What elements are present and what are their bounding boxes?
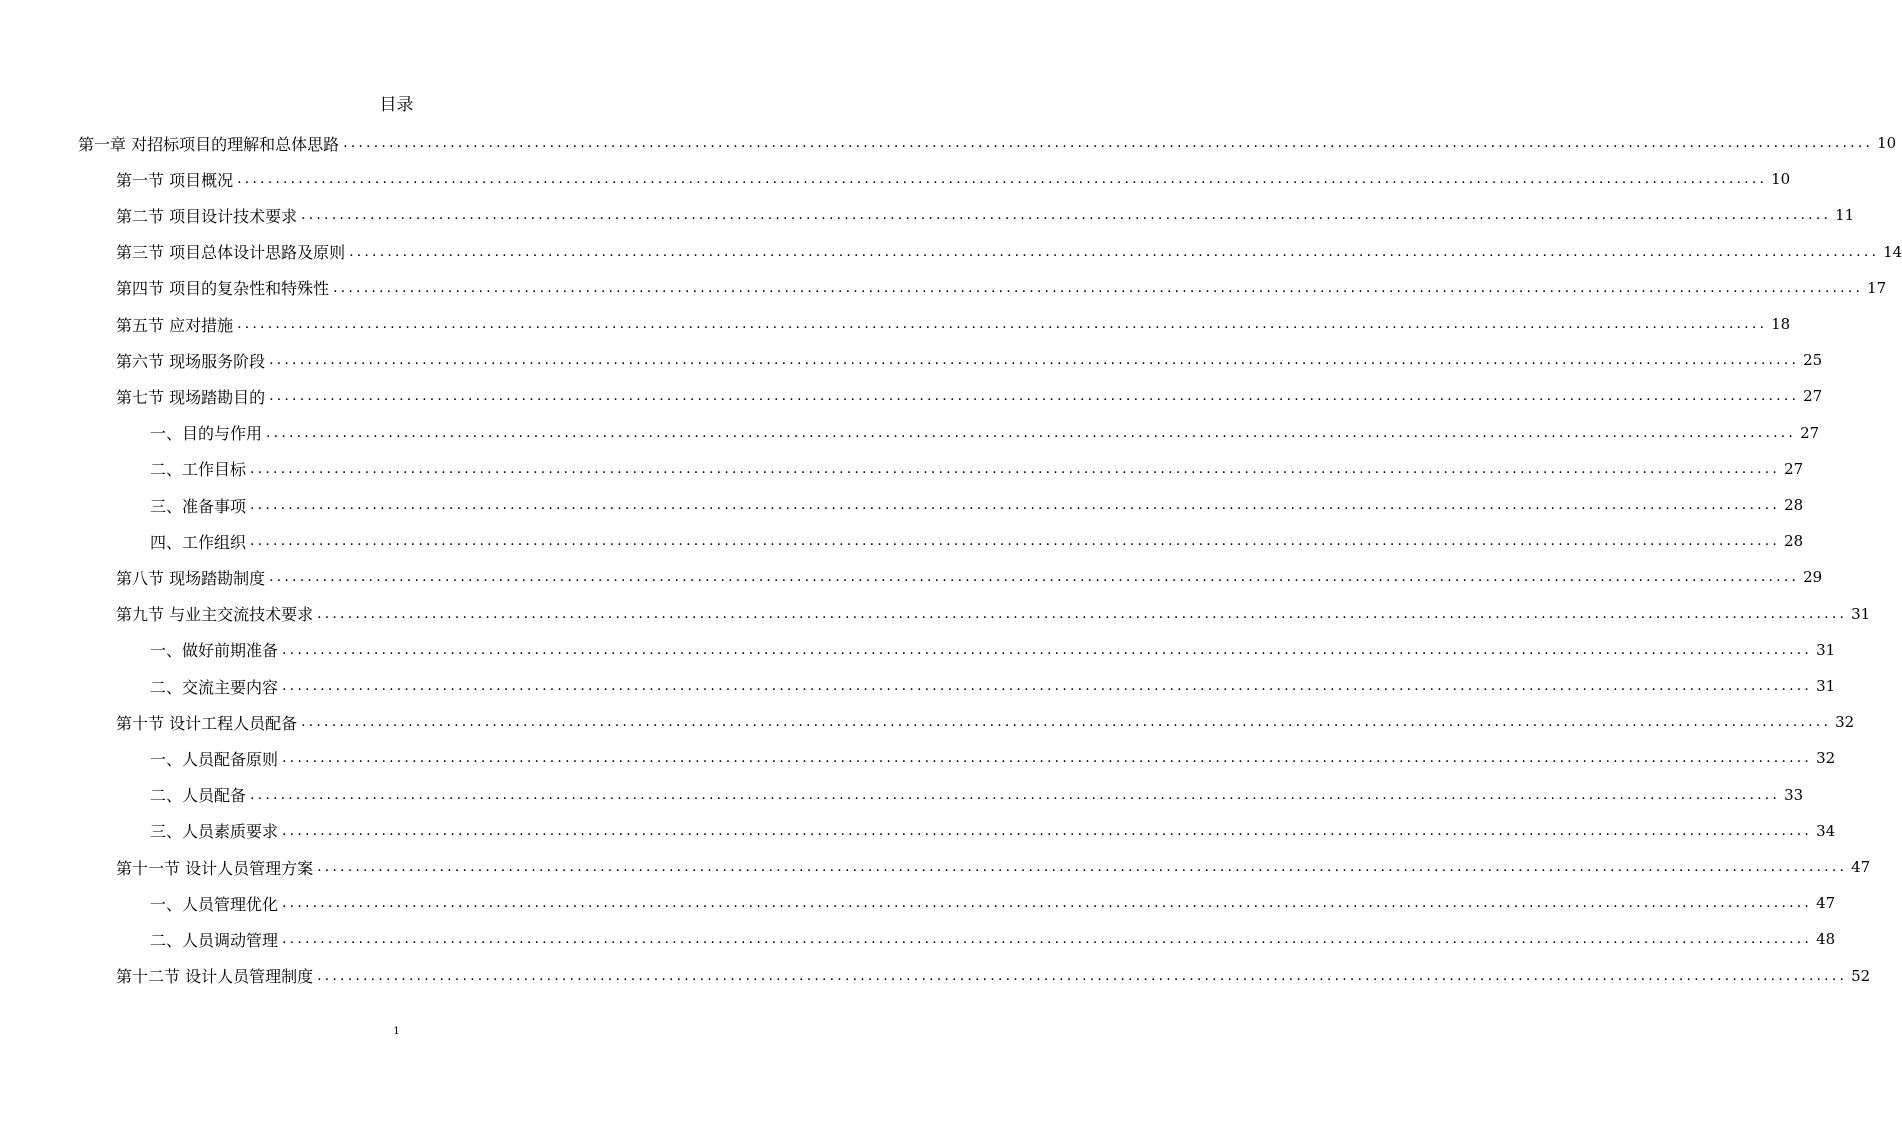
toc-entry-page: 10 [1877, 134, 1897, 152]
toc-entry-label: 第二节 项目设计技术要求 [116, 206, 298, 226]
toc-entry[interactable] [116, 237, 1902, 267]
toc-entry-label: 第十一节 设计人员管理方案 [116, 858, 314, 878]
toc-dot-leader: ........................................................................................................................................................................................................ [317, 605, 1848, 622]
toc-entry-label: 二、人员调动管理 [150, 930, 279, 950]
toc-entry-label: 第五节 应对措施 [116, 315, 234, 335]
toc-dot-leader: ........................................................................................................................................................................................................ [269, 569, 1800, 586]
toc-dot-leader: ........................................................................................................................................................................................................ [349, 243, 1880, 260]
toc-entry-label: 第十二节 设计人员管理制度 [116, 967, 314, 987]
toc-dot-leader: ........................................................................................................................................................................................................ [250, 786, 1781, 803]
toc-dot-leader: ........................................................................................................................................................................................................ [266, 424, 1797, 441]
toc-entry[interactable] [150, 671, 1836, 701]
toc-dot-leader: ........................................................................................................................................................................................................ [269, 352, 1800, 369]
toc-entry[interactable] [116, 852, 1871, 882]
toc-entry[interactable] [116, 599, 1871, 629]
toc-entry-label: 一、人员管理优化 [150, 894, 279, 914]
toc-entry[interactable] [150, 490, 1804, 520]
toc-entry-label: 二、工作目标 [150, 460, 247, 480]
toc-entry-label: 第八节 现场踏勘制度 [116, 568, 266, 588]
toc-entry[interactable] [150, 780, 1804, 810]
toc-entry-label: 第七节 现场踏勘目的 [116, 387, 266, 407]
toc-entry-page: 32 [1816, 749, 1836, 768]
page-title: 目录 [379, 95, 414, 115]
toc-entry-label: 第六节 现场服务阶段 [116, 351, 266, 371]
toc-entry-page: 31 [1816, 640, 1836, 659]
toc-entry-label: 二、交流主要内容 [150, 677, 279, 697]
toc-entry[interactable] [150, 816, 1836, 846]
toc-dot-leader: ........................................................................................................................................................................................................ [282, 750, 1813, 767]
toc-entry-label: 三、人员素质要求 [150, 822, 279, 842]
toc-entry[interactable] [116, 381, 1823, 411]
toc-entry-label: 一、人员配备原则 [150, 749, 279, 769]
toc-entry[interactable] [116, 707, 1855, 737]
toc-entry-page: 28 [1784, 496, 1804, 514]
toc-entry-page: 31 [1851, 604, 1871, 623]
toc-dot-leader: ........................................................................................................................................................................................................ [301, 714, 1832, 731]
toc-entry-label: 四、工作组织 [150, 532, 247, 552]
toc-entry[interactable] [150, 635, 1836, 665]
toc-entry-label: 第三节 项目总体设计思路及原则 [116, 243, 346, 263]
toc-dot-leader: ........................................................................................................................................................................................................ [282, 641, 1813, 658]
toc-entry-label: 第一章 对招标项目的理解和总体思路 [78, 134, 340, 154]
toc-dot-leader: ........................................................................................................................................................................................................ [250, 460, 1781, 477]
toc-entry-page: 31 [1816, 677, 1836, 695]
toc-entry-label: 二、人员配备 [150, 786, 247, 806]
toc-entry[interactable] [116, 961, 1871, 991]
toc-entry[interactable] [116, 164, 1791, 194]
toc-entry-page: 34 [1816, 821, 1836, 840]
toc-entry-page: 27 [1803, 387, 1823, 406]
toc-entry-page: 47 [1851, 858, 1871, 876]
toc-entry-page: 32 [1835, 713, 1855, 732]
toc-entry-label: 第九节 与业主交流技术要求 [116, 605, 314, 625]
toc-dot-leader: ........................................................................................................................................................................................................ [282, 822, 1813, 839]
toc-entry[interactable] [150, 418, 1820, 448]
toc-entry-label: 第十节 设计工程人员配备 [116, 713, 298, 733]
toc-dot-leader: ........................................................................................................................................................................................................ [301, 207, 1832, 224]
toc-entry[interactable] [116, 273, 1887, 303]
toc-entry-page: 52 [1851, 966, 1871, 985]
toc-dot-leader: ........................................................................................................................................................................................................ [343, 135, 1874, 151]
toc-entry[interactable] [116, 345, 1823, 375]
toc-dot-leader: ........................................................................................................................................................................................................ [237, 316, 1768, 332]
toc-dot-leader: ........................................................................................................................................................................................................ [282, 678, 1813, 694]
toc-entry-page: 29 [1803, 568, 1823, 587]
toc-entry-page: 17 [1867, 278, 1887, 297]
toc-entry-page: 25 [1803, 351, 1823, 370]
toc-dot-leader: ........................................................................................................................................................................................................ [317, 967, 1848, 984]
toc-entry-page: 14 [1883, 242, 1902, 261]
toc-entry-page: 27 [1800, 423, 1820, 442]
toc-entry-page: 33 [1784, 785, 1804, 804]
toc-entry-page: 48 [1816, 930, 1836, 949]
toc-dot-leader: ........................................................................................................................................................................................................ [282, 895, 1813, 912]
toc-entry-page: 27 [1784, 459, 1804, 478]
toc-entry[interactable] [150, 526, 1804, 556]
toc-entry[interactable] [78, 128, 1897, 158]
toc-entry-label: 第四节 项目的复杂性和特殊性 [116, 279, 330, 299]
toc-entry-page: 10 [1771, 170, 1791, 189]
toc-dot-leader: ........................................................................................................................................................................................................ [282, 931, 1813, 948]
toc-entry-page: 28 [1784, 532, 1804, 551]
toc-entry-label: 三、准备事项 [150, 496, 247, 516]
page-number: 1 [393, 1026, 400, 1037]
toc-dot-leader: ........................................................................................................................................................................................................ [237, 171, 1768, 188]
toc-dot-leader: ........................................................................................................................................................................................................ [333, 279, 1864, 296]
toc-entry[interactable] [116, 200, 1855, 230]
toc-entry[interactable] [150, 924, 1836, 954]
toc-entry[interactable] [116, 309, 1791, 339]
toc-entry[interactable] [116, 562, 1823, 592]
toc-entry[interactable] [150, 888, 1836, 918]
toc-entry[interactable] [150, 454, 1804, 484]
toc-dot-leader: ........................................................................................................................................................................................................ [250, 533, 1781, 550]
toc-entry-label: 第一节 项目概况 [116, 170, 234, 190]
toc-entry-label: 一、目的与作用 [150, 424, 263, 444]
toc-entry[interactable] [150, 743, 1836, 773]
toc-dot-leader: ........................................................................................................................................................................................................ [250, 497, 1781, 513]
toc-entry-page: 18 [1771, 315, 1791, 333]
toc-entry-page: 47 [1816, 894, 1836, 913]
toc-dot-leader: ........................................................................................................................................................................................................ [269, 388, 1800, 405]
toc-entry-page: 11 [1835, 206, 1855, 225]
toc-dot-leader: ........................................................................................................................................................................................................ [317, 859, 1848, 875]
toc-entry-label: 一、做好前期准备 [150, 641, 279, 661]
